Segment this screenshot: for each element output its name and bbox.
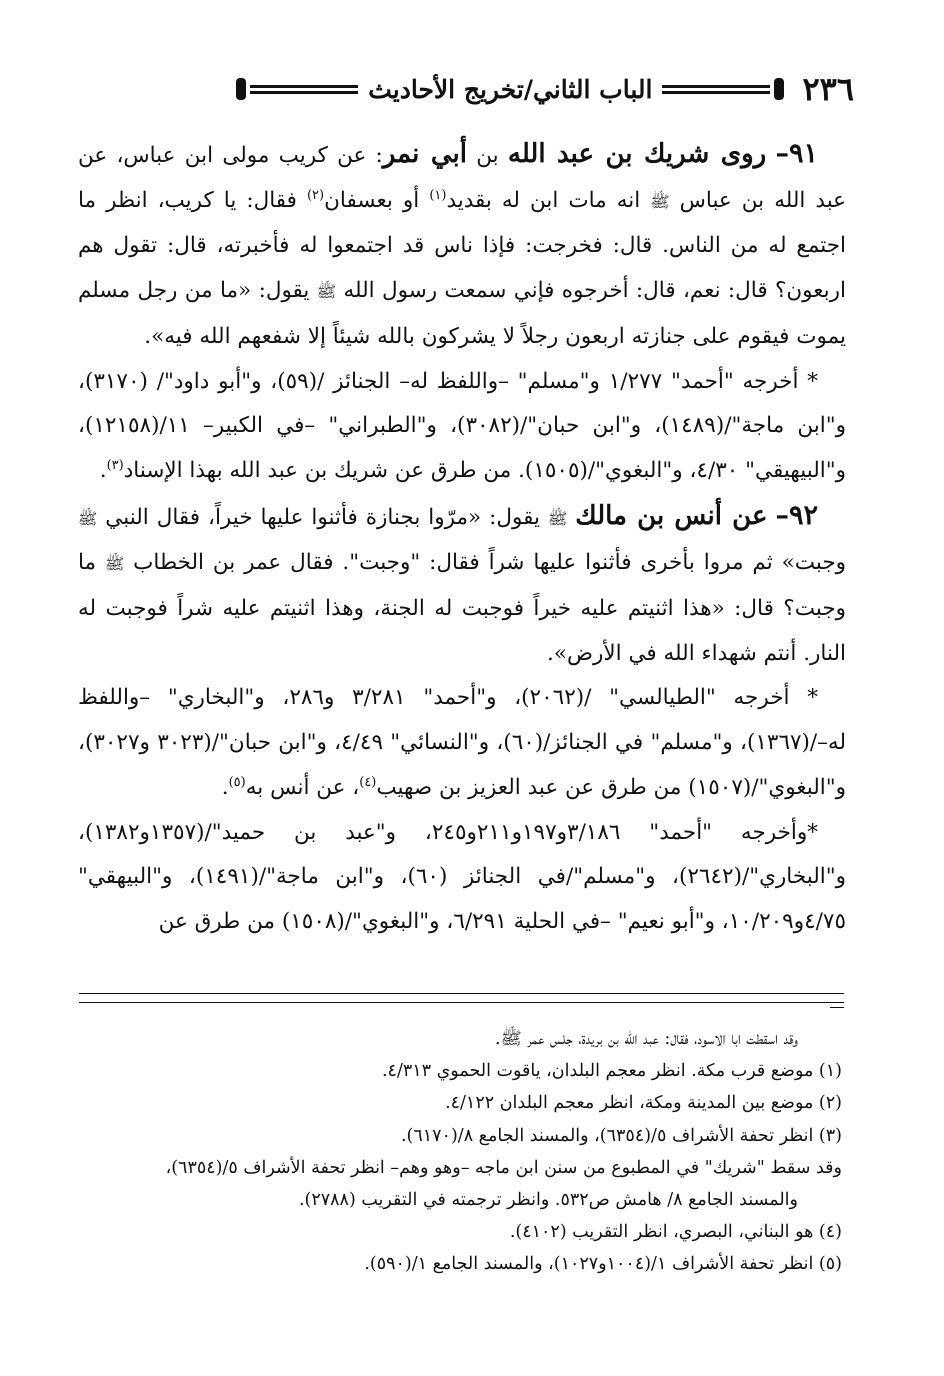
- footnote-3-note: وقد سقط "شريك" في المطبوع من سنن ابن ماجه –وهو وهم– انظر تحفة الأشراف ٥/(٦٣٥٤)،: [165, 1157, 842, 1178]
- salutation-glyph: ﷺ: [78, 508, 98, 528]
- takhrij-92-b: [78, 811, 846, 945]
- hadith-number: ٩١–: [775, 138, 818, 169]
- footnote-continuation: وقد اسقطت ابا الاسود، فقال: عبد الله بن بريدة، جلس عمر ﷺ.: [495, 1029, 798, 1049]
- footnotes: [80, 1023, 842, 1281]
- hadith-number: ٩٢–: [775, 499, 818, 531]
- footnote-separator-tick: [830, 1007, 844, 1008]
- hadith-text: يقول: «مرّوا بجنازة فأثنوا عليها خيراً، فقال النبي: [97, 504, 548, 530]
- header-double-rule: [662, 85, 770, 94]
- footnote-ref: (٤): [359, 774, 377, 790]
- hadith-text: يقول: «ما من رجل مسلم يموت فيقوم على جنازته اربعون رجلاً لا يشركون بالله شيئاً إلا شفعهم الله فيه».: [78, 278, 846, 349]
- hadith-text: انه مات ابن له بقديد: [446, 187, 651, 213]
- footnote-ref: (٢): [306, 187, 325, 203]
- takhrij-text: *وأخرجه "أحمد" ٣/١٨٦و١٩٧و٢١١و٢٤٥، و"عبد بن حميد"/(١٣٥٧و١٣٨٢)، و"البخاري"/(٢٦٤٢)، و"مسلم"/في الجنائز (٦٠)، و"ابن ماجة"/(١٤٩١)، و"البيهقي" ٤/٧٥و١٠/٢٠٩، و"أبو نعيم" –في الحلية ٦/٢٩١، و"البغوي"/(١٥٠٨) من طرق عن: [78, 819, 847, 934]
- takhrij-92-a: [78, 676, 846, 810]
- footnote-ref: (٥): [228, 774, 246, 790]
- footnote-2: (٢) موضع بين المدينة ومكة، انظر معجم البلدان ٤/١٢٢.: [445, 1093, 842, 1114]
- hadith-narrator: روى شريك بن عبد الله: [507, 139, 767, 169]
- footnote-1: (١) موضع قرب مكة. انظر معجم البلدان، ياقوت الحموي ٤/٣١٣.: [381, 1061, 842, 1082]
- page-number: ٢٣٦: [802, 70, 854, 108]
- footnote-ref: (٣): [106, 457, 124, 473]
- takhrij-text: .: [221, 774, 229, 800]
- takhrij-91: [78, 360, 846, 494]
- header-double-rule: [250, 85, 358, 94]
- salutation-glyph: ﷺ: [547, 508, 568, 528]
- takhrij-text: * أخرجه "أحمد" ١/٢٧٧ و"مسلم" –واللفظ له– الجنائز /(٥٩)، و"أبو داود"/ (٣١٧٠)، و"ابن ماجة"/(١٤٨٩)، و"ابن حبان"/(٣٠٨٢)، و"الطبراني" –في الكبير– ١١/(١٢١٥٨)، و"البيهيقي" ٤/٣٠، و"البغوي"/(١٥٠٥). من طرق عن شريك بن عبد الله بهذا الإسناد: [78, 368, 847, 483]
- footnote-4: (٤) هو البناني، البصري، انظر التقريب (٤١٠٢).: [509, 1222, 842, 1243]
- hadith-text: : عن كريب مولى ابن عباس، عن عبد الله بن عباس: [78, 143, 847, 213]
- running-title: الباب الثاني/تخريج الأحاديث: [368, 74, 653, 104]
- footnote-ref: (١): [429, 187, 447, 203]
- salutation-glyph: ﷺ: [316, 282, 337, 302]
- footnote-3: (٣) انظر تحفة الأشراف ٥/(٦٣٥٤)، والمسند الجامع ٨/(٦١٧٠).: [400, 1125, 842, 1146]
- hadith-text: وجبت» ثم مروا بأخرى فأثنوا عليها شراً فقال: "وجبت". فقال عمر بن الخطاب: [124, 550, 847, 576]
- hadith-92: [78, 494, 846, 677]
- salutation-glyph: ﷺ: [104, 554, 125, 574]
- hadith-91: [78, 132, 846, 360]
- hadith-narrator: عن أنس بن مالك: [575, 500, 768, 531]
- footnote-separator: [79, 993, 844, 1003]
- header-ornament-dot: [236, 78, 246, 100]
- header-ornament-dot: [774, 78, 784, 100]
- running-header: [64, 64, 854, 114]
- footnote-3-note-cont: والمسند الجامع ٨/ هامش ص٥٣٢. وانظر ترجمته في التقريب (٢٧٨٨).: [298, 1190, 798, 1211]
- hadith-text: أو بعسفان: [324, 187, 430, 213]
- hadith-narrator: أبي نمر: [382, 139, 468, 169]
- takhrij-text: * أخرجه "الطيالسي" /(٢٠٦٢)، و"أحمد" ٣/٢٨١ و٢٨٦، و"البخاري" –واللفظ له–/(١٣٦٧)، و"مسلم" في الجنائز/(٦٠)، و"النسائي" ٤/٤٩، و"ابن حبان"/(٣٠٢٣ و٣٠٢٧)، و"البغوي"/(١٥٠٧) من طرق عن عبد العزيز بن صهيب: [78, 685, 847, 800]
- hadith-text: ما وجبت؟ قال: «هذا اثنيتم عليه خيراً فوجبت له الجنة، وهذا اثنيتم عليه شراً فوجبت له النار. أنتم شهداء الله في الأرض».: [78, 550, 846, 666]
- footnote-5: (٥) انظر تحفة الأشراف ١/(١٠٠٤و١٠٢٧)، والمسند الجامع ١/(٥٩٠).: [364, 1254, 842, 1275]
- takhrij-text: .: [99, 457, 107, 483]
- takhrij-text: ، عن أنس به: [245, 774, 360, 800]
- main-text: [78, 132, 846, 945]
- hadith-text: بن: [467, 143, 508, 168]
- hadith-text: فقال: يا كريب، انظر ما اجتمع له من الناس. قال: فخرجت: فإذا ناس قد اجتمعوا له فأخبرته، قال: تقول هم اربعون؟ قال: نعم، قال: أخرجوه فإني سمعت رسول الله: [78, 187, 846, 304]
- salutation-glyph: ﷺ: [650, 191, 670, 211]
